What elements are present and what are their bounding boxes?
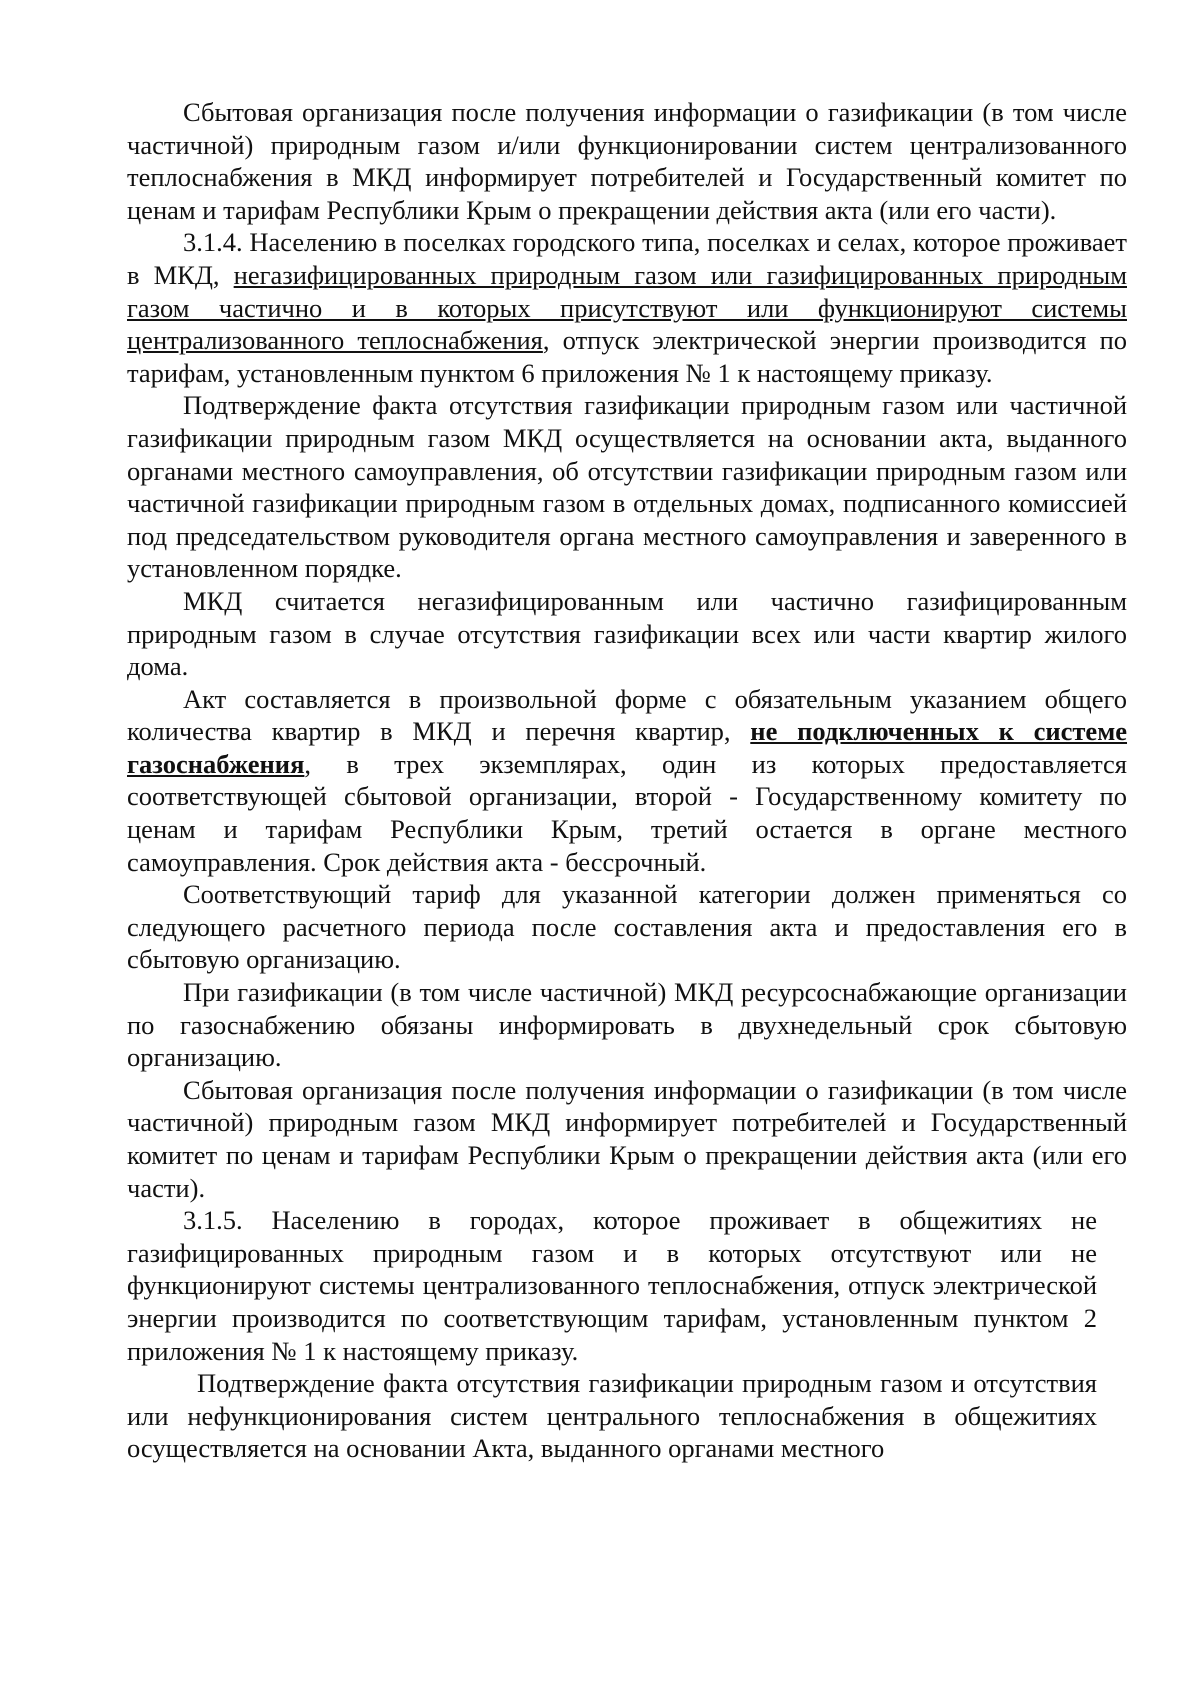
paragraph-act-form-intro: Акт составляется в произвольной форме с обязательным указанием общего количества квартир в МКД и перечня квартир, [127,683,1127,747]
paragraph-3-1-5: 3.1.5. Населению в городах, которое проживает в общежитиях не газифицированных природным газом и в которых отсутствуют или не функционируют системы централизованного теплоснабжения, отпуск электрической энергии производится по соответствующим тарифам, установленным пунктом 2 приложения № 1 к настоящему приказу. [127,1205,1097,1366]
document-body [127,96,1127,1465]
paragraph-gasification-notice: При газификации (в том числе частичной) МКД ресурсоснабжающие организации по газоснабжению обязаны информировать в двухнедельный срок сбытовую организацию. [127,977,1127,1073]
paragraph-notification-1: Сбытовая организация после получения информации о газификации (в том числе частичной) природным газом и/или функционировании систем централизованного теплоснабжения в МКД информирует потребителей и Государственный комитет по ценам и тарифам Республики Крым о прекращении действия акта (или его части). [127,97,1127,225]
paragraph-dormitory-confirmation: Подтверждение факта отсутствия газификации природным газом и отсутствия или нефункционирования систем центрального теплоснабжения в общежитиях осуществляется на основании Акта, выданного органами местного [127,1368,1097,1464]
paragraph-tariff-application: Соответствующий тариф для указанной категории должен применяться со следующего расчетного периода после составления акта и предоставления его в сбытовую организацию. [127,879,1127,975]
paragraph-3-1-4-intro: 3.1.4. Населению в поселках городского типа, поселках и селах, которое проживает в МКД, [127,227,1127,290]
paragraph-3-1-4-underlined: негазифицированных природным газом или газифицированных природным газом частично и в которых присутствуют или функционируют системы централизованного теплоснабжения [127,259,1127,356]
paragraph-3-1-4 [127,226,1127,389]
paragraph-confirmation-act: Подтверждение факта отсутствия газификации природным газом или частичной газификации природным газом МКД осуществляется на основании акта, выданного органами местного самоуправления, об отсутствии газификации природным газом или частичной газификации природным газом в отдельных домах, подписанного комиссией под председательством руководителя органа местного самоуправления и заверенного в установленном порядке. [127,390,1127,584]
paragraph-act-form [127,683,1127,879]
paragraph-act-form-emphasis: не подключенных к системе газоснабжения [127,716,1128,779]
paragraph-mkd-definition: МКД считается негазифицированным или частично газифицированным природным газом в случае отсутствия газификации всех или части квартир жилого дома. [127,585,1127,682]
paragraph-notification-2: Сбытовая организация после получения информации о газификации (в том числе частичной) природным газом МКД информирует потребителей и Государственный комитет по ценам и тарифам Республики Крым о прекращении действия акта (или его части). [127,1074,1127,1203]
paragraph-act-form-rest: , в трех экземплярах, один из которых предоставляется соответствующей сбытовой организации, второй - Государственному комитету по ценам и тарифам Республики Крым, третий остается в органе местного самоуправления. Срок действия акта - бессрочный. [127,748,1127,877]
paragraph-3-1-4-rest: , отпуск электрической энергии производится по тарифам, установленным пунктом 6 приложения № 1 к настоящему приказу. [127,325,1127,388]
